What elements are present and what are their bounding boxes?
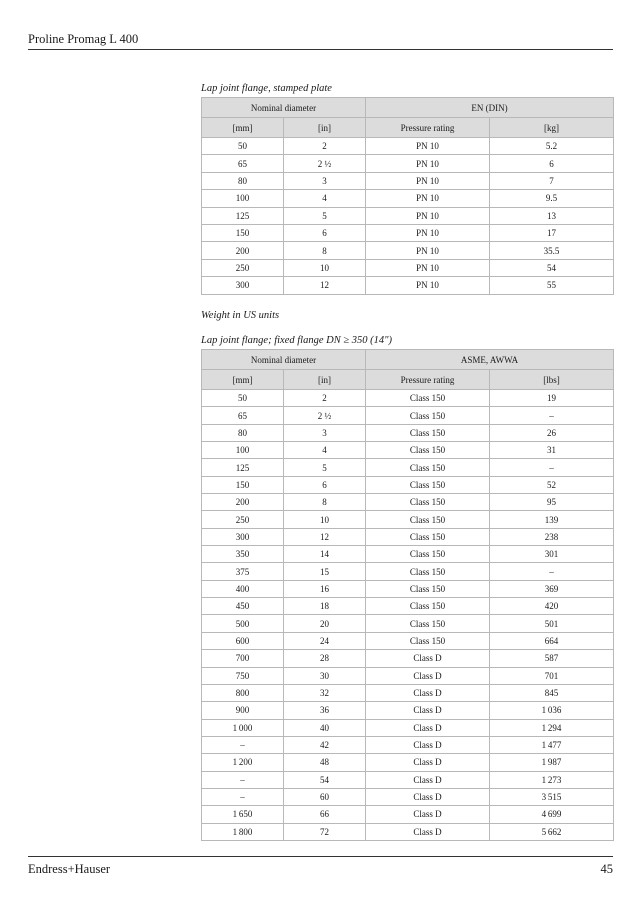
cell-pressure-rating: PN 10 (366, 224, 490, 241)
cell-weight: 52 (490, 476, 614, 493)
cell-pressure-rating: Class D (366, 719, 490, 736)
cell-pressure-rating: Class 150 (366, 615, 490, 632)
cell-in: 36 (284, 702, 366, 719)
cell-pressure-rating: Class D (366, 736, 490, 753)
cell-weight: 6 (490, 155, 614, 172)
cell-weight: 31 (490, 442, 614, 459)
table1-col-mm: [mm] (202, 118, 284, 138)
table-row (202, 528, 614, 545)
cell-mm: 600 (202, 632, 284, 649)
cell-pressure-rating: Class 150 (366, 390, 490, 407)
cell-mm: 1 000 (202, 719, 284, 736)
cell-pressure-rating: Class 150 (366, 632, 490, 649)
cell-mm: 50 (202, 138, 284, 155)
cell-weight: 139 (490, 511, 614, 528)
cell-mm: 300 (202, 277, 284, 294)
cell-weight: 4 699 (490, 806, 614, 823)
cell-in: 3 (284, 424, 366, 441)
table2-col-weight: [lbs] (490, 370, 614, 390)
cell-pressure-rating: Class 150 (366, 494, 490, 511)
cell-mm: 200 (202, 494, 284, 511)
cell-in: 10 (284, 511, 366, 528)
cell-mm: 1 200 (202, 754, 284, 771)
table-row (202, 155, 614, 172)
cell-in: 8 (284, 494, 366, 511)
cell-mm: 250 (202, 511, 284, 528)
cell-pressure-rating: PN 10 (366, 242, 490, 259)
cell-weight: – (490, 407, 614, 424)
cell-mm: 500 (202, 615, 284, 632)
table-row (202, 771, 614, 788)
cell-weight: 17 (490, 224, 614, 241)
table-row (202, 424, 614, 441)
cell-mm: 375 (202, 563, 284, 580)
cell-mm: 50 (202, 390, 284, 407)
table-row (202, 702, 614, 719)
cell-weight: 55 (490, 277, 614, 294)
cell-in: 4 (284, 442, 366, 459)
cell-in: 60 (284, 788, 366, 805)
table-row (202, 754, 614, 771)
cell-weight: 54 (490, 259, 614, 276)
cell-pressure-rating: PN 10 (366, 172, 490, 189)
cell-weight: 501 (490, 615, 614, 632)
cell-mm: 750 (202, 667, 284, 684)
cell-in: 32 (284, 684, 366, 701)
table-row (202, 476, 614, 493)
cell-pressure-rating: PN 10 (366, 190, 490, 207)
table-row (202, 442, 614, 459)
cell-mm: 125 (202, 207, 284, 224)
cell-pressure-rating: Class 150 (366, 476, 490, 493)
cell-in: 4 (284, 190, 366, 207)
cell-mm: 100 (202, 190, 284, 207)
table1-group-nominal-diameter: Nominal diameter (202, 98, 366, 118)
cell-pressure-rating: PN 10 (366, 259, 490, 276)
cell-pressure-rating: Class 150 (366, 442, 490, 459)
cell-in: 40 (284, 719, 366, 736)
cell-weight: 1 273 (490, 771, 614, 788)
cell-weight: 1 477 (490, 736, 614, 753)
cell-mm: 250 (202, 259, 284, 276)
cell-in: 2 ½ (284, 407, 366, 424)
cell-in: 12 (284, 528, 366, 545)
cell-weight: 35.5 (490, 242, 614, 259)
table-row (202, 207, 614, 224)
table-row (202, 224, 614, 241)
cell-in: 28 (284, 650, 366, 667)
table-row (202, 277, 614, 294)
cell-in: 3 (284, 172, 366, 189)
table-row (202, 494, 614, 511)
cell-weight: 1 036 (490, 702, 614, 719)
cell-pressure-rating: PN 10 (366, 155, 490, 172)
table2-col-pressure: Pressure rating (366, 370, 490, 390)
cell-in: 16 (284, 580, 366, 597)
page-number: 45 (600, 862, 613, 876)
cell-mm: 150 (202, 476, 284, 493)
table-row (202, 806, 614, 823)
table-row (202, 459, 614, 476)
table-row (202, 390, 614, 407)
cell-weight: 301 (490, 546, 614, 563)
cell-pressure-rating: Class D (366, 684, 490, 701)
weight-table-en (201, 97, 614, 295)
cell-pressure-rating: Class D (366, 667, 490, 684)
cell-pressure-rating: Class 150 (366, 580, 490, 597)
cell-in: 10 (284, 259, 366, 276)
cell-mm: 100 (202, 442, 284, 459)
cell-pressure-rating: Class 150 (366, 424, 490, 441)
table-row (202, 788, 614, 805)
cell-pressure-rating: Class D (366, 771, 490, 788)
table1-col-pressure: Pressure rating (366, 118, 490, 138)
table1-group-standard: EN (DIN) (366, 98, 614, 118)
footer-brand: Endress+Hauser (28, 862, 111, 876)
table-row (202, 650, 614, 667)
cell-pressure-rating: Class D (366, 754, 490, 771)
cell-weight: 1 987 (490, 754, 614, 771)
table-row (202, 615, 614, 632)
weight-table-asme (201, 349, 614, 841)
table-row (202, 138, 614, 155)
cell-mm: 800 (202, 684, 284, 701)
section2-heading: Weight in US units (201, 310, 280, 321)
table2-body (202, 390, 614, 841)
cell-in: 20 (284, 615, 366, 632)
cell-in: 48 (284, 754, 366, 771)
cell-mm: – (202, 788, 284, 805)
table1-col-in: [in] (284, 118, 366, 138)
cell-mm: – (202, 771, 284, 788)
cell-mm: 80 (202, 424, 284, 441)
cell-weight: 7 (490, 172, 614, 189)
cell-weight: 701 (490, 667, 614, 684)
document-title: Proline Promag L 400 (28, 32, 139, 46)
cell-pressure-rating: Class D (366, 788, 490, 805)
cell-weight: 1 294 (490, 719, 614, 736)
cell-weight: 587 (490, 650, 614, 667)
table-row (202, 259, 614, 276)
cell-mm: 65 (202, 407, 284, 424)
cell-in: 18 (284, 598, 366, 615)
cell-mm: 900 (202, 702, 284, 719)
cell-mm: 125 (202, 459, 284, 476)
table2-group-standard: ASME, AWWA (366, 350, 614, 370)
cell-pressure-rating: Class 150 (366, 528, 490, 545)
cell-pressure-rating: PN 10 (366, 138, 490, 155)
table-row (202, 580, 614, 597)
cell-pressure-rating: Class 150 (366, 511, 490, 528)
cell-pressure-rating: Class 150 (366, 598, 490, 615)
table2-caption: Lap joint flange; fixed flange DN ≥ 350 (14") (201, 335, 392, 346)
cell-mm: – (202, 736, 284, 753)
cell-mm: 80 (202, 172, 284, 189)
cell-weight: 19 (490, 390, 614, 407)
table1-body (202, 138, 614, 295)
cell-weight: 420 (490, 598, 614, 615)
cell-weight: 5.2 (490, 138, 614, 155)
cell-mm: 200 (202, 242, 284, 259)
cell-weight: – (490, 459, 614, 476)
table2-col-in: [in] (284, 370, 366, 390)
table-row (202, 546, 614, 563)
cell-in: 6 (284, 224, 366, 241)
cell-pressure-rating: Class D (366, 650, 490, 667)
cell-mm: 400 (202, 580, 284, 597)
table2-col-mm: [mm] (202, 370, 284, 390)
cell-pressure-rating: Class 150 (366, 459, 490, 476)
cell-mm: 300 (202, 528, 284, 545)
cell-weight: 845 (490, 684, 614, 701)
cell-in: 8 (284, 242, 366, 259)
table-row (202, 563, 614, 580)
cell-weight: 95 (490, 494, 614, 511)
cell-weight: 238 (490, 528, 614, 545)
cell-in: 2 (284, 138, 366, 155)
header-divider (28, 49, 613, 50)
table-row (202, 598, 614, 615)
cell-mm: 700 (202, 650, 284, 667)
cell-weight: 13 (490, 207, 614, 224)
cell-in: 72 (284, 823, 366, 840)
table-row (202, 190, 614, 207)
cell-mm: 150 (202, 224, 284, 241)
cell-in: 42 (284, 736, 366, 753)
cell-pressure-rating: Class 150 (366, 546, 490, 563)
table-row (202, 823, 614, 840)
table-row (202, 407, 614, 424)
cell-in: 66 (284, 806, 366, 823)
cell-mm: 1 650 (202, 806, 284, 823)
cell-weight: 26 (490, 424, 614, 441)
cell-weight: 9.5 (490, 190, 614, 207)
cell-pressure-rating: Class D (366, 806, 490, 823)
cell-weight: 3 515 (490, 788, 614, 805)
table-row (202, 172, 614, 189)
cell-in: 5 (284, 459, 366, 476)
table-row (202, 511, 614, 528)
cell-in: 2 ½ (284, 155, 366, 172)
cell-weight: 5 662 (490, 823, 614, 840)
cell-weight: 369 (490, 580, 614, 597)
cell-mm: 350 (202, 546, 284, 563)
table-row (202, 242, 614, 259)
cell-pressure-rating: Class 150 (366, 407, 490, 424)
table-row (202, 719, 614, 736)
cell-weight: 664 (490, 632, 614, 649)
cell-in: 5 (284, 207, 366, 224)
cell-in: 30 (284, 667, 366, 684)
cell-pressure-rating: Class D (366, 702, 490, 719)
cell-in: 2 (284, 390, 366, 407)
cell-in: 14 (284, 546, 366, 563)
table1-caption: Lap joint flange, stamped plate (201, 83, 332, 94)
footer-divider (28, 856, 613, 857)
cell-in: 24 (284, 632, 366, 649)
cell-mm: 65 (202, 155, 284, 172)
cell-pressure-rating: PN 10 (366, 207, 490, 224)
cell-pressure-rating: PN 10 (366, 277, 490, 294)
table-row (202, 736, 614, 753)
cell-weight: – (490, 563, 614, 580)
cell-in: 54 (284, 771, 366, 788)
cell-mm: 1 800 (202, 823, 284, 840)
cell-pressure-rating: Class 150 (366, 563, 490, 580)
table1-col-weight: [kg] (490, 118, 614, 138)
table-row (202, 667, 614, 684)
cell-pressure-rating: Class D (366, 823, 490, 840)
table2-group-nominal-diameter: Nominal diameter (202, 350, 366, 370)
cell-in: 15 (284, 563, 366, 580)
table-row (202, 632, 614, 649)
cell-in: 12 (284, 277, 366, 294)
table-row (202, 684, 614, 701)
cell-mm: 450 (202, 598, 284, 615)
cell-in: 6 (284, 476, 366, 493)
